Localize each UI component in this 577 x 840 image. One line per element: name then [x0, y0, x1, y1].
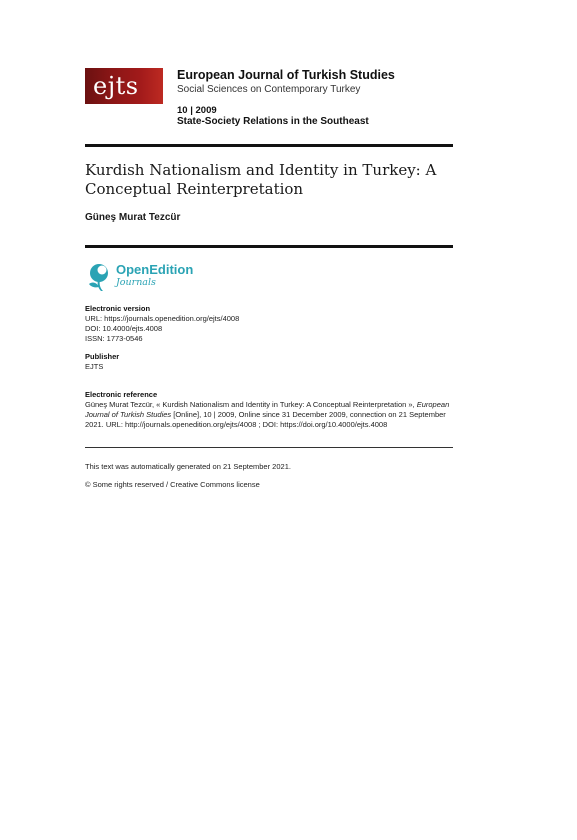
reference-journal: European Journal of Turkish Studies — [85, 400, 450, 419]
license-link[interactable]: © Some rights reserved / Creative Commons license — [85, 480, 260, 489]
footer-divider — [85, 447, 453, 448]
electronic-version-issn: ISSN: 1773-0546 — [85, 334, 143, 343]
journal-title: European Journal of Turkish Studies — [177, 68, 395, 82]
electronic-version-url[interactable]: URL: https://journals.openedition.org/ejts/4008 — [85, 314, 240, 323]
electronic-reference-label: Electronic reference — [85, 390, 158, 399]
generation-note: This text was automatically generated on 21 September 2021. — [85, 462, 291, 471]
openedition-name: OpenEdition — [116, 262, 194, 277]
journal-subtitle: Social Sciences on Contemporary Turkey — [177, 84, 361, 95]
article-author: Güneş Murat Tezcür — [85, 212, 181, 223]
ejts-logo — [85, 68, 163, 104]
title-divider — [85, 245, 453, 248]
publisher-name: EJTS — [85, 362, 104, 371]
electronic-version-label: Electronic version — [85, 304, 151, 313]
article-title: Kurdish Nationalism and Identity in Turkey: A Conceptual Reinterpretation — [85, 161, 437, 198]
issue-number: 10 | 2009 — [177, 105, 217, 116]
openedition-sub: Journals — [116, 277, 156, 288]
ejts-logo-text: ejts — [93, 72, 139, 100]
electronic-version-doi[interactable]: DOI: 10.4000/ejts.4008 — [85, 324, 163, 333]
reference-part-2[interactable]: [Online], 10 | 2009, Online since 31 December 2009, connection on 21 September 2021. URL: http://journals.openedition.org/ejts/4008 ; DOI: https://doi.org/10.4000/ejts.4008 — [85, 410, 446, 429]
publisher-label: Publisher — [85, 352, 120, 361]
header-divider — [85, 144, 453, 147]
electronic-reference-text — [85, 400, 453, 430]
reference-part-1: Güneş Murat Tezcür, « Kurdish Nationalism and Identity in Turkey: A Conceptual Reinterpretation », — [85, 400, 417, 409]
issue-theme: State-Society Relations in the Southeast — [177, 116, 369, 127]
